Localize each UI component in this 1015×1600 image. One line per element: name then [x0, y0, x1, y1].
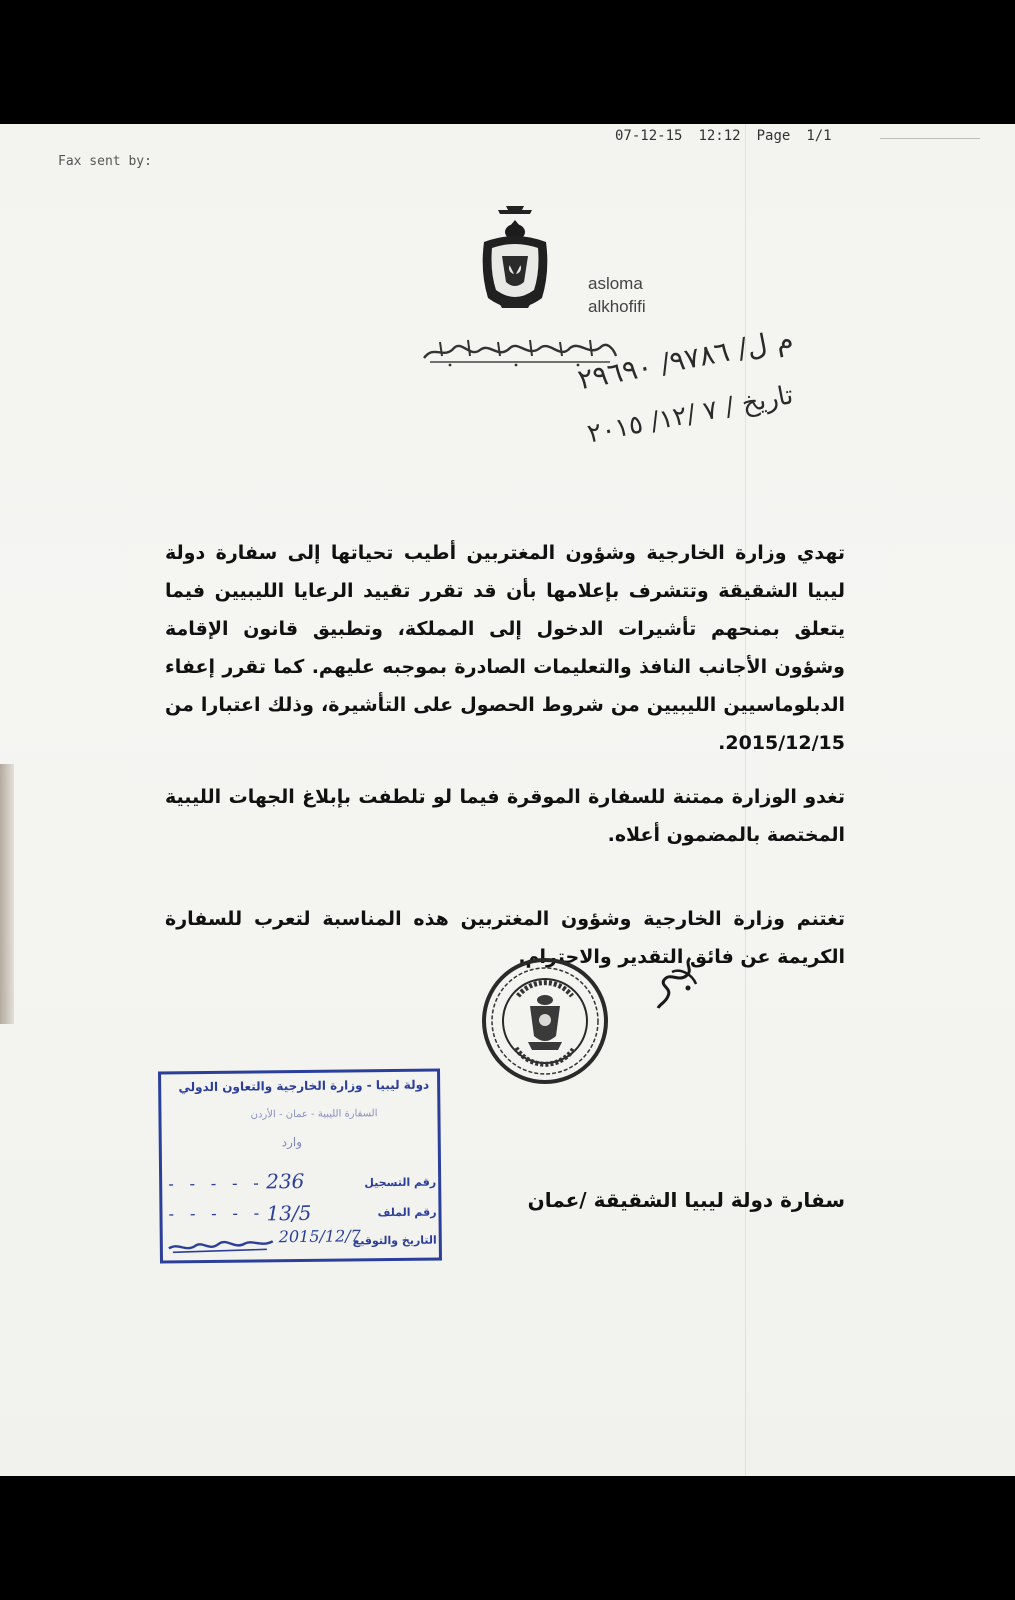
stamp-date-label: التاريخ والتوقيع	[352, 1233, 437, 1248]
received-stamp	[158, 1069, 442, 1264]
paper-edge-shadow	[0, 764, 14, 1024]
stamp-dashes: - - - - -	[166, 1203, 263, 1224]
stamp-row-registration	[166, 1168, 437, 1199]
watermark-line-1: asloma	[588, 274, 643, 293]
fax-page-number: 1/1	[806, 128, 832, 144]
stamp-date-value: 2015/12/7	[278, 1226, 361, 1247]
stamp-dashes: - - - - -	[166, 1173, 262, 1194]
reference-date: تاريخ / ٧ /١٢/ ٢٠١٥	[585, 380, 796, 450]
signature-mark	[650, 954, 702, 1010]
stamp-signature-scribble	[167, 1231, 277, 1256]
stamp-row-date	[167, 1226, 437, 1257]
fax-date: 07-12-15	[615, 128, 683, 144]
addressee-line: سفارة دولة ليبيا الشقيقة /عمان	[527, 1188, 845, 1212]
fax-header	[615, 128, 848, 144]
handwritten-reference	[575, 322, 865, 484]
body-paragraph-3: تغتنم وزارة الخارجية وشؤون المغتربين هذه المناسبة لتعرب للسفارة الكريمة عن فائق التقدير والاحترام.	[165, 908, 845, 968]
ministry-seal	[480, 956, 610, 1086]
stamp-subtitle: السفارة الليبية - عمان - الأردن	[250, 1108, 378, 1121]
body-paragraph-1: تهدي وزارة الخارجية وشؤون المغتربين أطيب تحياتها إلى سفارة دولة ليبيا الشقيقة وتتشرف بإعلامها بأن قد تقرر تقييد الرعايا الليبيين فيما يتعلق بمنحهم تأشيرات الدخول إلى المملكة، وتطبيق قانون الإقامة وشؤون الأجانب النافذ والتعليمات الصادرة بموجبه عليهم. كما تقرر إعفاء الدبلوماسيين الليبيين من شروط الحصول على التأشيرة، وذلك اعتبارا من 2015/12/15.	[165, 542, 845, 754]
header-rule	[880, 138, 980, 139]
fax-document	[0, 124, 1015, 1476]
fax-sent-by: Fax sent by:	[58, 154, 152, 169]
fax-time: 12:12	[698, 128, 741, 144]
stamp-title: دولة ليبيا - وزارة الخارجية والتعاون الدولي	[178, 1077, 430, 1095]
coat-of-arms-icon	[478, 202, 552, 322]
watermark-line-2: alkhofifi	[588, 297, 646, 316]
stamp-registration-value: 236	[266, 1168, 305, 1194]
body-paragraph-2: تغدو الوزارة ممتنة للسفارة الموقرة فيما لو تلطفت بإبلاغ الجهات الليبية المختصة بالمضمون أعلاه.	[165, 786, 845, 846]
watermark-name	[588, 272, 646, 318]
reference-number: م ل/ ٩٧٨٦/ ٢٩٦٩٠	[575, 322, 796, 397]
stamp-registration-label: رقم التسجيل	[364, 1175, 437, 1190]
stamp-row-file	[166, 1202, 436, 1229]
stamp-file-label: رقم الملف	[377, 1205, 437, 1220]
stamp-file-value: 13/5	[266, 1200, 312, 1226]
stamp-incoming-mark: وارد	[281, 1134, 303, 1150]
fax-page-label: Page	[756, 128, 791, 144]
